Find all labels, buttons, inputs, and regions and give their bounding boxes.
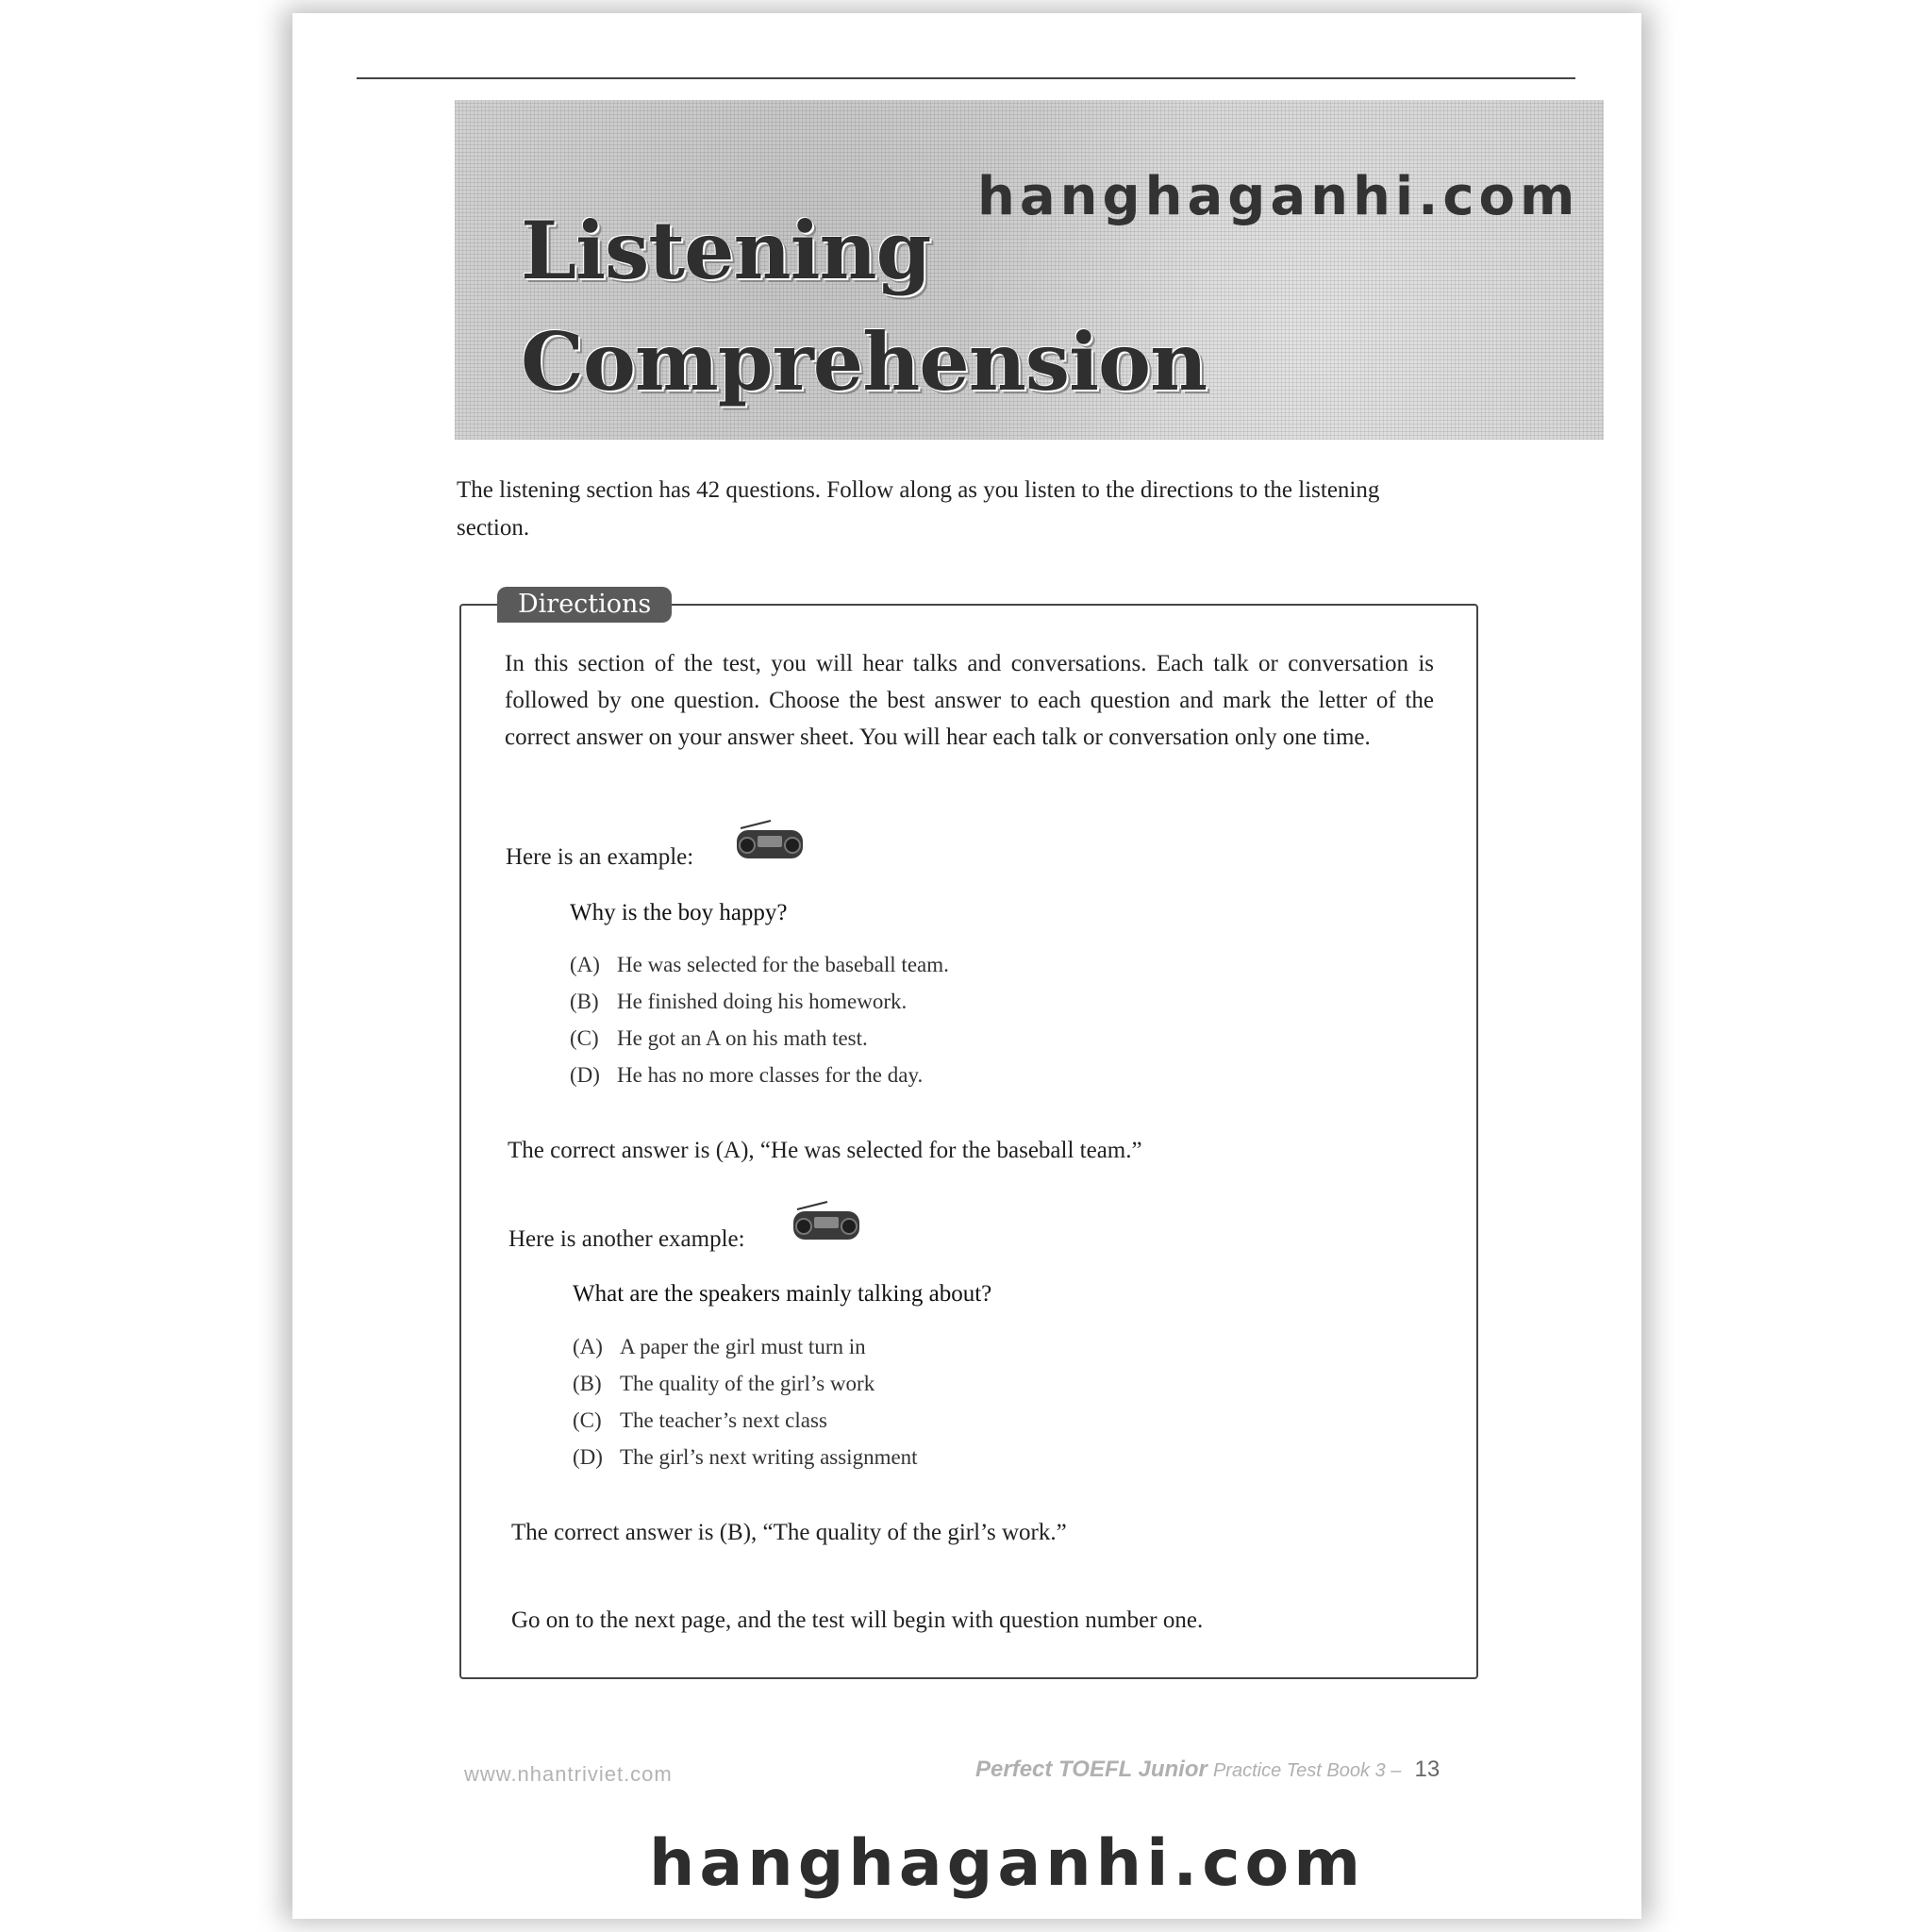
footer-book-info xyxy=(975,1757,1440,1783)
option-c: (C) The teacher’s next class xyxy=(573,1408,827,1432)
radio-cassette-icon xyxy=(733,819,807,862)
banner-title-line1: Listening xyxy=(521,204,931,297)
example1-options xyxy=(570,946,949,1093)
top-rule xyxy=(357,77,1575,79)
option-d: (D) He has no more classes for the day. xyxy=(570,1063,924,1087)
example2-label: Here is another example: xyxy=(508,1226,745,1252)
example1-question: Why is the boy happy? xyxy=(570,900,788,925)
option-a: (A) He was selected for the baseball team. xyxy=(570,953,949,976)
directions-tab: Directions xyxy=(497,587,672,623)
example2-question: What are the speakers mainly talking about? xyxy=(573,1281,992,1307)
page-number: 13 xyxy=(1414,1757,1441,1782)
example2-answer: The correct answer is (B), “The quality of the girl’s work.” xyxy=(511,1520,1067,1545)
intro-text: The listening section has 42 questions. Follow along as you listen to the directions to the listening section. xyxy=(457,477,1380,541)
example2-options xyxy=(573,1328,918,1475)
section-banner xyxy=(455,100,1604,440)
directions-box xyxy=(459,590,1478,1679)
example1-answer: The correct answer is (A), “He was selected for the baseball team.” xyxy=(508,1138,1142,1163)
directions-paragraph: In this section of the test, you will hear talks and conversations. Each talk or conversation is followed by one question. Choose the best answer to each question and mark the letter of the correct answer on your answer sheet. You will hear each talk or conversation only one time. xyxy=(505,651,1434,750)
option-b: (B) He finished doing his homework. xyxy=(570,990,908,1013)
radio-cassette-icon xyxy=(790,1200,863,1243)
watermark-bottom: hanghaganhi.com xyxy=(649,1826,1366,1901)
option-a: (A) A paper the girl must turn in xyxy=(573,1335,866,1358)
footer-brand: Perfect TOEFL Junior xyxy=(975,1757,1208,1782)
option-d: (D) The girl’s next writing assignment xyxy=(573,1445,918,1469)
banner-title-line2: Comprehension xyxy=(521,315,1208,408)
option-c: (C) He got an A on his math test. xyxy=(570,1026,868,1050)
closing-text: Go on to the next page, and the test will begin with question number one. xyxy=(511,1607,1204,1633)
footer-website: www.nhantriviet.com xyxy=(464,1762,673,1786)
watermark-top: hanghaganhi.com xyxy=(977,166,1580,227)
option-b: (B) The quality of the girl’s work xyxy=(573,1372,875,1395)
footer-subtitle: Practice Test Book 3 – xyxy=(1212,1760,1402,1781)
example1-label: Here is an example: xyxy=(506,844,694,870)
